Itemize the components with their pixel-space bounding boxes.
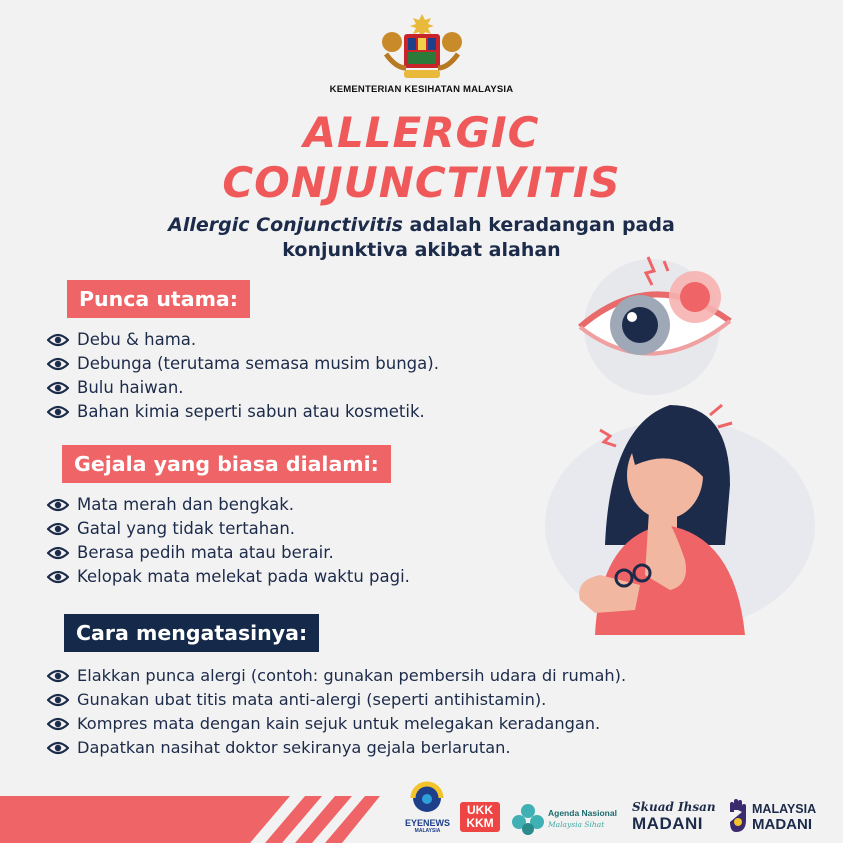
eye-bullet-icon bbox=[47, 546, 69, 560]
eye-bullet-icon bbox=[47, 357, 69, 371]
hand-emblem-icon bbox=[726, 798, 750, 834]
list-item: Debu & hama. bbox=[47, 328, 439, 352]
eye-bullet-icon bbox=[47, 717, 69, 731]
subtitle-line-1 bbox=[0, 212, 843, 238]
ukk-kkm-logo: UKK KKM bbox=[460, 780, 500, 840]
title-line-2: CONJUNCTIVITIS bbox=[222, 158, 621, 207]
list-item: Mata merah dan bengkak. bbox=[47, 493, 410, 517]
causes-list bbox=[47, 328, 439, 424]
malaysia-madani-logo: MALAYSIA MADANI bbox=[726, 780, 826, 840]
subtitle-rest: adalah keradangan pada bbox=[402, 214, 675, 236]
list-item: Berasa pedih mata atau berair. bbox=[47, 541, 410, 565]
list-item: Elakkan punca alergi (contoh: gunakan pembersih udara di rumah). bbox=[47, 664, 626, 688]
section-heading-treatment: Cara mengatasinya: bbox=[64, 614, 319, 652]
woman-rubbing-eye-illustration bbox=[520, 385, 820, 645]
eye-bullet-icon bbox=[47, 405, 69, 419]
section-heading-symptoms: Gejala yang biasa dialami: bbox=[62, 445, 391, 483]
footer-stripes bbox=[0, 796, 380, 843]
agenda-nasional-logo: Agenda Nasional Malaysia Sihat bbox=[510, 780, 625, 840]
eyenews-emblem-icon bbox=[400, 780, 455, 816]
subtitle-italic: Allergic Conjunctivitis bbox=[168, 214, 403, 236]
eye-bullet-icon bbox=[47, 741, 69, 755]
list-item: Gatal yang tidak tertahan. bbox=[47, 517, 410, 541]
subtitle-line-2: konjunktiva akibat alahan bbox=[282, 239, 561, 261]
list-item: Kelopak mata melekat pada waktu pagi. bbox=[47, 565, 410, 589]
skuad-ihsan-madani-logo: Skuad Ihsan MADANI bbox=[632, 800, 716, 833]
ministry-name: KEMENTERIAN KESIHATAN MALAYSIA bbox=[329, 84, 514, 95]
list-item: Bulu haiwan. bbox=[47, 376, 439, 400]
eye-bullet-icon bbox=[47, 498, 69, 512]
list-item: Bahan kimia seperti sabun atau kosmetik. bbox=[47, 400, 439, 424]
eye-bullet-icon bbox=[47, 333, 69, 347]
section-heading-causes: Punca utama: bbox=[67, 280, 250, 318]
flower-emblem-icon bbox=[510, 802, 546, 836]
symptoms-list bbox=[47, 493, 410, 589]
eye-bullet-icon bbox=[47, 381, 69, 395]
treatment-list bbox=[47, 664, 626, 760]
eye-bullet-icon bbox=[47, 522, 69, 536]
irritated-eye-illustration bbox=[570, 255, 745, 395]
title-line-1: ALLERGIC bbox=[303, 108, 540, 157]
list-item: Kompres mata dengan kain sejuk untuk melegakan keradangan. bbox=[47, 712, 626, 736]
eye-bullet-icon bbox=[47, 570, 69, 584]
list-item: Dapatkan nasihat doktor sekiranya gejala berlarutan. bbox=[47, 736, 626, 760]
eye-bullet-icon bbox=[47, 693, 69, 707]
eyenews-logo: EYENEWS MALAYSIA bbox=[400, 780, 455, 840]
list-item: Debunga (terutama semasa musim bunga). bbox=[47, 352, 439, 376]
list-item: Gunakan ubat titis mata anti-alergi (seperti antihistamin). bbox=[47, 688, 626, 712]
eye-bullet-icon bbox=[47, 669, 69, 683]
malaysia-crest-logo bbox=[378, 12, 466, 82]
